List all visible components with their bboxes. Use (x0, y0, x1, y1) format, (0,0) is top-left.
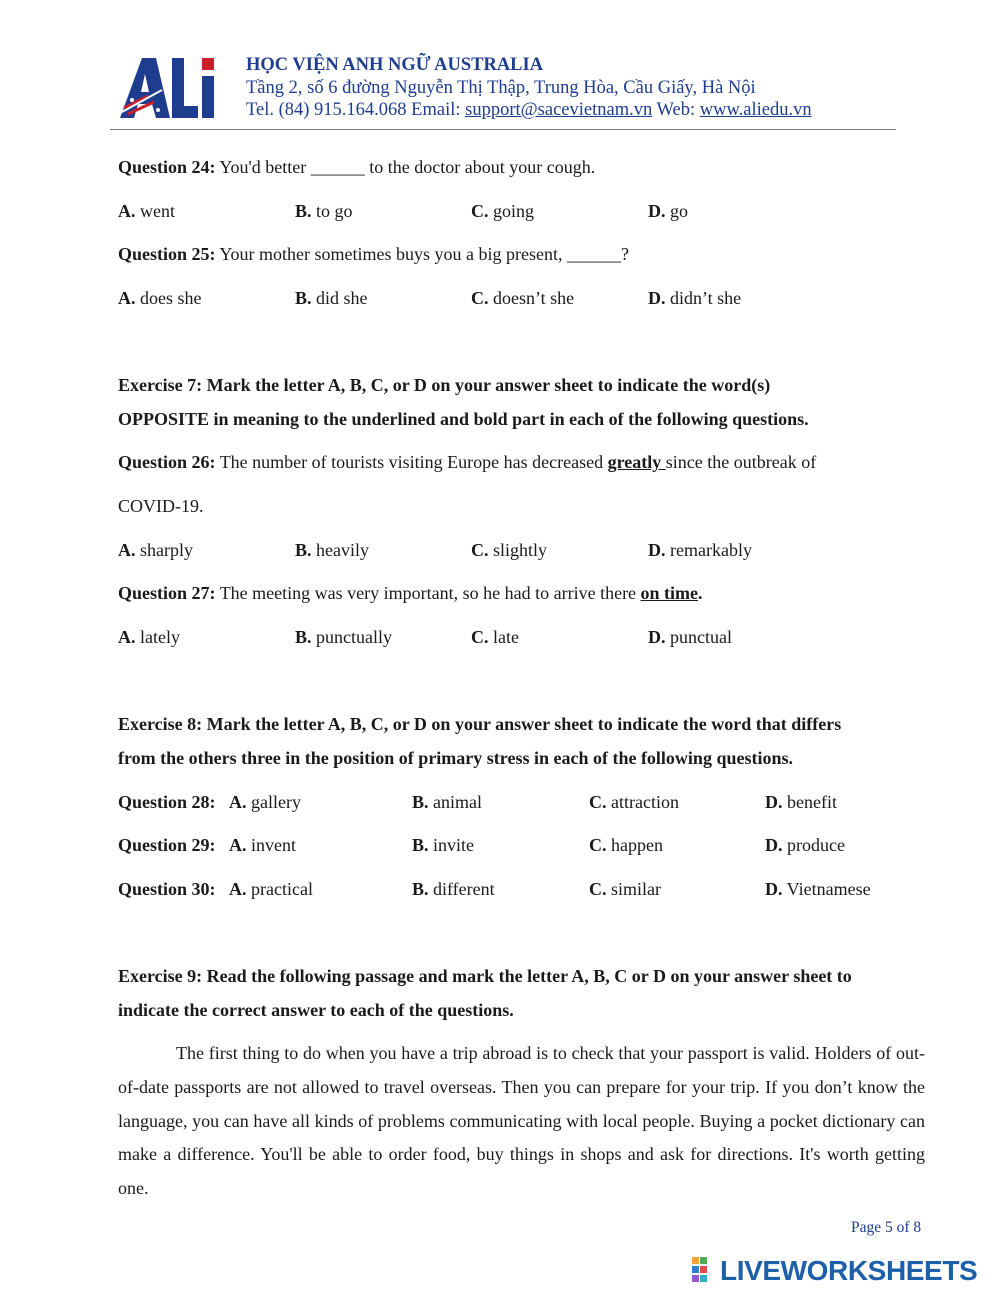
reading-passage (118, 1037, 925, 1206)
question-text: Your mother sometimes buys you a big present, ______? (215, 244, 629, 264)
option-d[interactable]: D. Vietnamese (765, 879, 871, 899)
underlined-word: on time (640, 583, 699, 603)
logo-letters (172, 58, 214, 118)
option-d[interactable]: D. didn’t she (648, 288, 742, 308)
option-c[interactable]: C. similar (589, 879, 661, 899)
option-c[interactable]: C. attraction (589, 792, 679, 812)
liveworksheets-icon (692, 1257, 716, 1283)
option-d[interactable]: D. go (648, 201, 688, 221)
exercise-9-instruction: Exercise 9: Read the following passage and mark the letter A, B, C or D on your answer sheet to (118, 966, 852, 986)
option-a[interactable]: A. practical (229, 879, 313, 899)
option-a[interactable]: A. invent (229, 835, 296, 855)
question-26-continuation: COVID-19. (118, 496, 204, 516)
question-label: Question 29: (118, 835, 216, 855)
exercise-7-instruction: Exercise 7: Mark the letter A, B, C, or D on your answer sheet to indicate the word(s) (118, 375, 771, 395)
exercise-8-instruction: Exercise 8: Mark the letter A, B, C, or D on your answer sheet to indicate the word that differs (118, 714, 842, 734)
option-d[interactable]: D. produce (765, 835, 845, 855)
question-label: Question 24: (118, 157, 216, 177)
option-a[interactable]: A. lately (118, 627, 180, 647)
option-b[interactable]: B. punctually (295, 627, 392, 647)
question-text: The meeting was very important, so he had to arrive there (215, 583, 641, 603)
exercise-8-instruction-cont: from the others three in the position of primary stress in each of the following questions. (118, 748, 793, 768)
institute-name: HỌC VIỆN ANH NGỮ AUSTRALIA (246, 55, 544, 75)
option-c[interactable]: C. slightly (471, 540, 548, 560)
option-d[interactable]: D. punctual (648, 627, 732, 647)
option-b[interactable]: B. did she (295, 288, 368, 308)
question-label: Question 28: (118, 792, 216, 812)
flag-a-icon (120, 58, 170, 118)
watermark-text: LIVEWORKSHEETS (720, 1255, 978, 1286)
option-b[interactable]: B. to go (295, 201, 353, 221)
web-link[interactable]: www.aliedu.vn (699, 100, 812, 120)
passage-text: The first thing to do when you have a trip abroad is to check that your passport is valid. Holders of out-of-date passports are not allowed to travel overseas. Then you can prepare for your trip. If you don’t know the language, you can have all kinds of problems communicating with local people. Buying a pocket dictionary can make a difference. You'll be able to order food, buy things in shops and ask for directions. It's worth getting one. (118, 1043, 925, 1199)
option-b[interactable]: B. heavily (295, 540, 369, 560)
tel-text: Tel. (84) 915.164.068 Email: (246, 100, 466, 120)
institute-contact (246, 100, 812, 121)
question-text: You'd better ______ to the doctor about your cough. (215, 157, 596, 177)
underlined-word: greatly (607, 452, 666, 472)
option-b[interactable]: B. animal (412, 792, 482, 812)
exercise-9-instruction-cont: indicate the correct answer to each of the questions. (118, 1000, 514, 1020)
option-a[interactable]: A. sharply (118, 540, 193, 560)
question-text-end: since the outbreak of (665, 452, 817, 472)
option-a[interactable]: A. went (118, 201, 175, 221)
option-a[interactable]: A. does she (118, 288, 202, 308)
question-label: Question 27: (118, 583, 216, 603)
exercise-7-instruction-cont: OPPOSITE in meaning to the underlined and bold part in each of the following questions. (118, 409, 809, 429)
option-c[interactable]: C. doesn’t she (471, 288, 575, 308)
question-26 (118, 452, 816, 473)
question-27 (118, 583, 703, 604)
option-d[interactable]: D. remarkably (648, 540, 752, 560)
question-label: Question 26: (118, 452, 216, 472)
option-d[interactable]: D. benefit (765, 792, 837, 812)
web-label: Web: (652, 100, 700, 120)
option-b[interactable]: B. invite (412, 835, 475, 855)
question-label: Question 25: (118, 244, 216, 264)
question-text: The number of tourists visiting Europe has decreased (215, 452, 608, 472)
question-25 (118, 244, 629, 265)
page-number: Page 5 of 8 (851, 1219, 922, 1236)
header-divider (110, 129, 896, 130)
email-link[interactable]: support@sacevietnam.vn (465, 100, 653, 120)
option-c[interactable]: C. happen (589, 835, 663, 855)
option-c[interactable]: C. going (471, 201, 535, 221)
ali-logo (118, 52, 222, 122)
question-label: Question 30: (118, 879, 216, 899)
option-c[interactable]: C. late (471, 627, 519, 647)
option-a[interactable]: A. gallery (229, 792, 301, 812)
option-b[interactable]: B. different (412, 879, 495, 899)
institute-address: Tầng 2, số 6 đường Nguyễn Thị Thập, Trung Hòa, Cầu Giấy, Hà Nội (246, 78, 756, 98)
liveworksheets-watermark (692, 1255, 978, 1286)
question-24 (118, 157, 595, 178)
question-text-end: . (698, 583, 703, 603)
